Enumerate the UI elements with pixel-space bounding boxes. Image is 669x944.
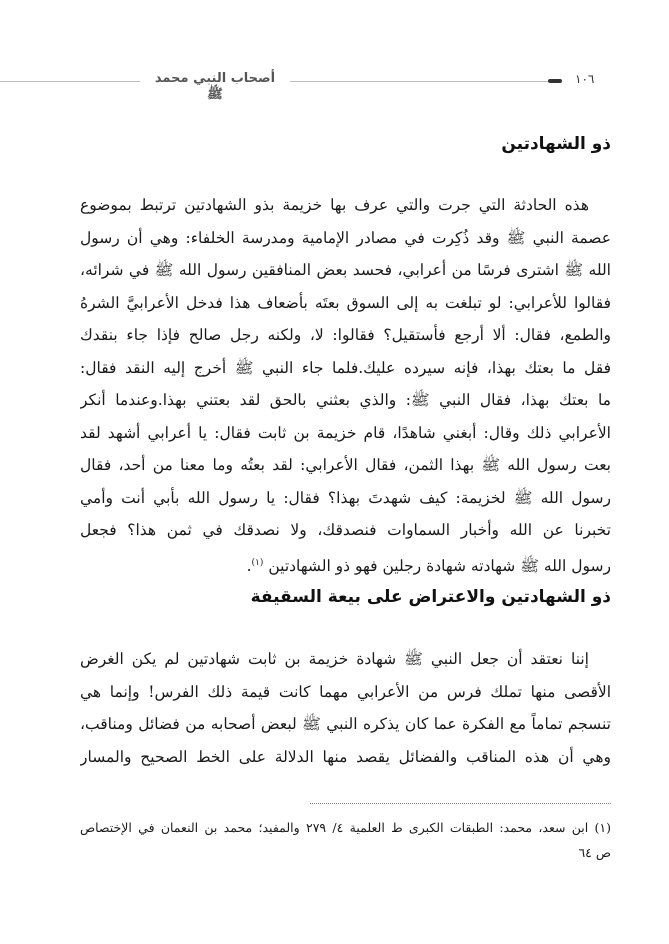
- text-line: عصمة النبي ﷺ وقد ذُكِرت في مصادر الإمامية ومدرسة الخلفاء: وهي أن رسول: [80, 228, 611, 247]
- text-line: الأقصى منها تملك فرس من الأعرابي مهما كانت قيمة ذلك الفرس! وإنما هي: [80, 682, 611, 701]
- page-number: ١٠٦: [575, 72, 595, 86]
- text-line: الله ﷺ اشترى فرسًا من أعرابي، فحسد بعض المنافقين رسول الله ﷺ في شرائه،: [80, 261, 611, 279]
- text-line: رسول الله ﷺ لخزيمة: كيف شهدتَ بهذا؟ فقال: يا رسول الله بأبي أنت وأمي: [80, 488, 611, 507]
- paragraph-2: [80, 643, 611, 773]
- text-line: وهي أن هذه المناقب والفضائل يقصد منها الدلالة على الخط الصحيح والمسار: [80, 747, 611, 766]
- text-line: والطمع، فقال: ألا أرجع فأستقيل؟ فقالوا: لا، ولكنه رجل صالح فإذا جاء بنقدك: [80, 326, 611, 344]
- text-line: بعت رسول الله ﷺ بهذا الثمن، فقال الأعرابي: لقد بعتُه وما معنا من أحد، فقال: [80, 456, 611, 474]
- paragraph-1: [80, 189, 611, 579]
- footnote-reference[interactable]: (١): [251, 557, 264, 568]
- running-title: أصحاب النبي محمد ﷺ: [154, 71, 276, 102]
- text-line: إننا نعتقد أن جعل النبي ﷺ شهادة خزيمة بن ثابت شهادتين لم يكن الغرض: [80, 650, 589, 668]
- text-line: رسول الله ﷺ شهادته شهادة رجلين فهو ذو الشهادتين: [268, 556, 611, 575]
- header-rule-left: [0, 81, 140, 82]
- footnote-line: (١) ابن سعد، محمد: الطبقات الكبرى ط العلمية ٤/ ٢٧٩ والمفيد؛ محمد بن النعمان في الإختصاص: [80, 820, 611, 835]
- text-line: فقل ما بعتك بهذا، فإنه سيرده عليك.فلما جاء النبي ﷺ أخرج إليه النقد فقال:: [80, 358, 611, 377]
- footnote-separator: [310, 803, 611, 804]
- text-line: ما بعتك بهذا، فقال النبي ﷺ: والذي بعثني بالحق لقد بعتني بهذا.وعندما أنكر: [80, 391, 611, 409]
- text-line: هذه الحادثة التي جرت والتي عرف بها خزيمة بذو الشهادتين ترتبط بموضوع: [80, 196, 589, 214]
- footnote-line: ص ٦٤: [578, 845, 611, 860]
- section-heading-2: ذو الشهادتين والاعتراض على بيعة السقيفة: [250, 587, 611, 607]
- running-header: [0, 70, 669, 102]
- header-rule-end-mark: [548, 79, 562, 83]
- text-line: فقالوا للأعرابي: لو تبلغت به إلى السوق بعتَه بأضعاف هذا فدخل الأعرابيَّ الشرهُ: [80, 293, 611, 312]
- header-rule-right: [290, 81, 555, 82]
- text-line: تخبرنا عن الله وأخبار السماوات فنصدقك، ولا نصدقك في ثمن هذا؟ فجعل: [80, 521, 611, 539]
- text-line-last: رسول الله ﷺ شهادته شهادة رجلين فهو ذو الشهادتين $^{(١)}$.: [246, 556, 611, 575]
- section-heading-1: ذو الشهادتين: [501, 134, 611, 154]
- footnote-1: [80, 815, 611, 865]
- text-line: تنسجم تماماً مع الفكرة عما كان يذكره النبي ﷺ لبعض أصحابه من فضائل ومناقب،: [80, 715, 611, 733]
- text-line: الأعرابي ذلك وقال: أبغني شاهدًا، قام خزيمة بن ثابت فقال: يا أعرابي أشهد لقد: [80, 423, 611, 442]
